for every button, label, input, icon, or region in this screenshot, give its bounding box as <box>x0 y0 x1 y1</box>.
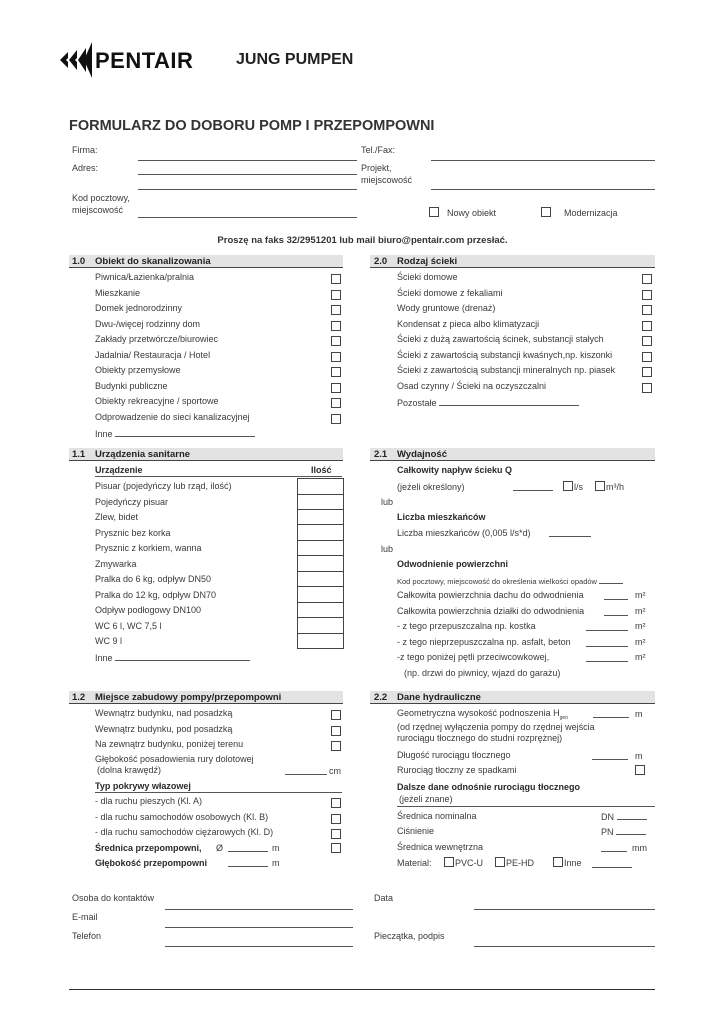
s11-item-label: WC 6 l, WC 7,5 l <box>95 620 162 631</box>
fax-note: Proszę na faks 32/2951201 lub mail biuro@pentair.com przesłać. <box>217 235 508 246</box>
s21-op-field[interactable] <box>586 653 628 662</box>
s12-ruch-label: - dla ruchu pieszych (Kl. A) <box>95 796 203 806</box>
modernizacja-checkbox[interactable] <box>541 207 551 217</box>
label-kod: Kod pocztowy, <box>72 193 130 203</box>
s21-lm-title: Liczba mieszkańców <box>397 512 486 522</box>
label-adres: Adres: <box>72 163 99 173</box>
s12-item-label: Wewnątrz budynku, pod posadzką <box>95 723 233 734</box>
telefon-field[interactable] <box>165 946 353 947</box>
s12-item-checkbox[interactable] <box>331 741 341 751</box>
s10-item-label: Jadalnia/ Restauracja / Hotel <box>95 349 211 360</box>
s21-op-field[interactable] <box>604 591 628 600</box>
s20-item-checkbox[interactable] <box>642 274 652 284</box>
s20-item-checkbox[interactable] <box>642 290 652 300</box>
s22-pe: PE-HD <box>506 858 535 868</box>
nowy-obiekt-checkbox[interactable] <box>429 207 439 217</box>
section-2-1-title: Wydajność <box>397 449 447 460</box>
adres-field-2[interactable] <box>138 189 357 190</box>
s21-op-kod-field[interactable] <box>599 575 623 584</box>
s22-dn-label: DN <box>601 812 614 822</box>
s22-wewn: Średnica wewnętrzna <box>397 842 484 852</box>
section-2-1-num: 2.1 <box>374 449 388 460</box>
section-2-0-title: Rodzaj ścieki <box>397 256 458 267</box>
s22-geo-m: m <box>635 709 643 719</box>
s11-item-label: Prysznic bez korka <box>95 527 171 538</box>
s21-q-sub: (jeżeli określony) <box>397 482 465 492</box>
s12-srednica-checkbox[interactable] <box>331 843 341 853</box>
s22-wewn-field[interactable] <box>601 843 627 852</box>
s21-lub-1: lub <box>381 497 394 507</box>
s20-item-label: Ścieki z zawartością substancji kwaśnych,np. kiszonki <box>397 349 613 360</box>
section-1-0-num: 1.0 <box>72 256 86 267</box>
page-title: FORMULARZ DO DOBORU POMP I PRZEPOMPOWNI <box>69 118 435 134</box>
s20-item-checkbox[interactable] <box>642 352 652 362</box>
section-1-0-title: Obiekt do skanalizowania <box>95 256 211 267</box>
s11-inne-field[interactable] <box>115 652 250 661</box>
s11-item-label: Pralka do 12 kg, odpływ DN70 <box>95 589 217 600</box>
s22-pn <box>601 826 646 837</box>
footer-osoba: Osoba do kontaktów <box>72 893 155 903</box>
label-nowy: Nowy obiekt <box>447 208 497 218</box>
s11-qty-field[interactable] <box>297 478 344 495</box>
section-2-2-title: Dane hydrauliczne <box>397 692 481 703</box>
s22-pn-field[interactable] <box>616 826 646 835</box>
s22-geo <box>397 708 568 721</box>
label-projekt-miejscowosc: miejscowość <box>361 175 413 185</box>
s10-item-checkbox[interactable] <box>331 367 341 377</box>
s11-item-label: WC 9 l <box>95 636 122 646</box>
s22-znane: (jeżeli znane) <box>399 794 453 804</box>
s21-op-kod <box>397 575 623 586</box>
s11-qty-field[interactable] <box>297 602 344 618</box>
s11-col-device: Urządzenie <box>95 465 143 475</box>
s21-op-m2: m² <box>635 605 646 616</box>
s21-op-title: Odwodnienie powierzchni <box>397 559 509 569</box>
label-miejscowosc: miejscowość <box>72 205 124 215</box>
s12-ruch-label: - dla ruchu samochodów osobowych (Kl. B) <box>95 811 269 822</box>
s21-op-m2: m² <box>635 590 646 600</box>
s21-op-label: - z tego nieprzepuszczalna np. asfalt, beton <box>397 636 571 647</box>
s10-item-label: Odprowadzenie do sieci kanalizacyjnej <box>95 411 250 422</box>
s22-inne: Inne <box>564 858 582 868</box>
s10-item-label: Obiekty rekreacyjne / sportowe <box>95 396 219 406</box>
footer-data: Data <box>374 893 394 903</box>
s12-item-checkbox[interactable] <box>331 710 341 720</box>
pvc-checkbox[interactable] <box>444 857 454 867</box>
s11-inne-label: Inne <box>95 653 113 663</box>
s20-pozostale-label: Pozostałe <box>397 398 437 408</box>
s22-dn-field[interactable] <box>617 811 647 820</box>
s11-qty-field[interactable] <box>297 509 344 525</box>
s21-note: (np. drzwi do piwnicy, wjazd do garażu) <box>404 668 561 678</box>
s20-item-label: Ścieki z dużą zawartością ścinek, substancji stałych <box>397 334 604 344</box>
s10-item-checkbox[interactable] <box>331 321 341 331</box>
s11-item-label: Zmywarka <box>95 558 137 569</box>
s11-qty-field[interactable] <box>297 540 344 556</box>
s11-inne <box>95 652 250 663</box>
firma-field[interactable] <box>138 160 357 161</box>
label-projekt: Projekt, <box>361 163 392 173</box>
section-1-1-title: Urządzenia sanitarne <box>95 449 191 460</box>
s22-nominalna: Średnica nominalna <box>397 811 477 821</box>
s10-inne <box>95 428 255 439</box>
s11-qty-field[interactable] <box>297 633 344 649</box>
s20-item-label: Ścieki domowe z fekaliami <box>397 287 503 298</box>
label-modern: Modernizacja <box>564 208 618 218</box>
s10-item-label: Obiekty przemysłowe <box>95 365 181 375</box>
s10-item-label: Mieszkanie <box>95 287 141 298</box>
s20-item-checkbox[interactable] <box>642 336 652 346</box>
s21-op-label: Całkowita powierzchnia działki do odwodnienia <box>397 605 585 616</box>
section-1-1-num: 1.1 <box>72 449 86 460</box>
s20-item-checkbox[interactable] <box>642 305 652 315</box>
brand-name: PENTAIR <box>95 48 194 73</box>
s22-material: Material: <box>397 858 432 868</box>
bottom-rule <box>69 989 655 990</box>
s12-srednica-field[interactable] <box>228 843 268 852</box>
s11-col-qty: Ilość <box>311 465 332 475</box>
section-2-0-num: 2.0 <box>374 256 388 267</box>
s22-spadki: Rurociąg tłoczny ze spadkami <box>397 765 517 775</box>
osoba-field[interactable] <box>165 909 353 910</box>
projekt-field[interactable] <box>431 189 655 190</box>
s10-item-checkbox[interactable] <box>331 290 341 300</box>
s11-qty-field[interactable] <box>297 571 344 587</box>
s12-ruch-checkbox[interactable] <box>331 814 341 824</box>
s20-item-label: Kondensat z pieca albo klimatyzacji <box>397 318 540 329</box>
data-field[interactable] <box>474 909 655 910</box>
s11-item-label: Pisuar (pojedyńczy lub rząd, ilość) <box>95 481 232 491</box>
email-field[interactable] <box>165 927 353 928</box>
s20-item-checkbox[interactable] <box>642 367 652 377</box>
s10-inne-label: Inne <box>95 429 113 439</box>
label-tel: Tel./Fax: <box>361 145 396 155</box>
s10-item-checkbox[interactable] <box>331 352 341 362</box>
s20-item-checkbox[interactable] <box>642 383 652 393</box>
s22-inne-field[interactable] <box>592 859 632 868</box>
brand-sub: JUNG PUMPEN <box>236 51 354 68</box>
s12-item-label: Na zewnątrz budynku, poniżej terenu <box>95 739 244 749</box>
s10-item-label: Zakłady przetwórcze/biurowiec <box>95 334 219 344</box>
s20-pozostale-field[interactable] <box>439 397 579 406</box>
s22-dn <box>601 811 647 822</box>
s22-geo-label: Geometryczna wysokość podnoszenia H <box>397 708 560 718</box>
s21-q-title: Całkowity napływ ścieku Q <box>397 465 513 475</box>
s20-item-label: Osad czynny / Ścieki na oczyszczalni <box>397 380 547 391</box>
s21-lm-field[interactable] <box>549 528 591 537</box>
s22-geo2: (od rzędnej wyłączenia pompy do rzędnej wejścia <box>397 722 595 732</box>
section-1-2-title: Miejsce zabudowy pompy/przepompowni <box>95 692 282 703</box>
s22-geo-field[interactable] <box>593 709 629 718</box>
s21-ls: l/s <box>574 482 583 492</box>
s21-op-m2: m² <box>635 652 646 662</box>
s21-op-label: -z tego poniżej pętli przeciwcowkowej, <box>397 652 550 662</box>
s12-item-label: Wewnątrz budynku, nad posadzką <box>95 708 233 718</box>
section-2-2-num: 2.2 <box>374 692 388 703</box>
s12-cm: cm <box>329 766 341 776</box>
s11-item-label: Pojedyńczy pisuar <box>95 496 169 507</box>
s22-dlugosc-field[interactable] <box>592 751 628 760</box>
s20-item-checkbox[interactable] <box>642 321 652 331</box>
s11-qty-field[interactable] <box>297 556 344 572</box>
s21-op-m2: m² <box>635 636 646 647</box>
s22-mm: mm <box>632 843 647 853</box>
s10-item-label: Domek jednorodzinny <box>95 303 183 313</box>
s11-qty-field[interactable] <box>297 494 344 510</box>
s10-item-checkbox[interactable] <box>331 274 341 284</box>
m3h-checkbox[interactable] <box>595 481 605 491</box>
s10-item-checkbox[interactable] <box>331 383 341 393</box>
s12-ruch-checkbox[interactable] <box>331 798 341 808</box>
s22-pn-label: PN <box>601 827 614 837</box>
s12-ruch-label: - dla ruchu samochodów ciężarowych (Kl. D) <box>95 827 274 837</box>
s10-item-checkbox[interactable] <box>331 336 341 346</box>
s11-header-line <box>95 476 342 477</box>
s12-glebprzep-field[interactable] <box>228 858 268 867</box>
s21-lub-2: lub <box>381 544 394 554</box>
s11-item-label: Odpływ podłogowy DN100 <box>95 605 202 615</box>
s12-glebprzep: Głębokość przepompowni <box>95 858 208 868</box>
s12-ruch-checkbox[interactable] <box>331 829 341 839</box>
s22-dlugosc-m: m <box>635 751 643 761</box>
s22-dalsze: Dalsze dane odnośnie rurociągu tłocznego <box>397 782 581 792</box>
s11-item-label: Zlew, bidet <box>95 512 139 522</box>
s21-lm-sub: Liczba mieszkańców (0,005 l/s*d) <box>397 528 531 538</box>
s22-spadki-checkbox[interactable] <box>635 765 645 775</box>
footer-telefon: Telefon <box>72 931 102 941</box>
s21-op-field[interactable] <box>586 638 628 647</box>
s12-srednica: Średnica przepompowni, <box>95 843 202 853</box>
s10-item-label: Dwu-/więcej rodzinny dom <box>95 318 201 329</box>
s10-item-checkbox[interactable] <box>331 414 341 424</box>
s21-op-kod-label: Kod pocztowy, miejscowość do określenia wielkości opadów <box>397 577 597 586</box>
s11-qty-field[interactable] <box>297 618 344 634</box>
s12-fi: Ø <box>216 843 224 853</box>
s20-item-label: Ścieki z zawartością substancji mineralnych np. piasek <box>397 365 616 375</box>
s22-pvc: PVC-U <box>455 858 484 868</box>
s21-op-m2: m² <box>635 621 646 631</box>
s21-op-label: - z tego przepuszczalna np. kostka <box>397 621 536 631</box>
section-1-2-num: 1.2 <box>72 692 86 703</box>
s12-glebokosc: Głębokość posadowienia rury dolotowej <box>95 754 254 764</box>
s22-dalsze-line <box>397 806 655 807</box>
adres-field[interactable] <box>138 174 357 175</box>
s11-qty-field[interactable] <box>297 587 344 603</box>
s10-item-checkbox[interactable] <box>331 305 341 315</box>
s22-dlugosc: Długość rurociągu tłocznego <box>397 750 511 760</box>
pe-checkbox[interactable] <box>495 857 505 867</box>
kod-field[interactable] <box>138 217 357 218</box>
s10-item-label: Budynki publiczne <box>95 380 168 391</box>
s10-inne-field[interactable] <box>115 428 255 437</box>
s12-m2: m <box>272 858 280 868</box>
s10-item-label: Piwnica/Łazienka/pralnia <box>95 272 195 282</box>
label-firma: Firma: <box>72 145 98 155</box>
s12-glebokosc-field[interactable] <box>285 766 327 775</box>
s22-geo3: rurociągu tłocznego do studni rozprężnej) <box>397 733 563 743</box>
s21-op-label: Całkowita powierzchnia dachu do odwodnienia <box>397 590 584 600</box>
s12-item-checkbox[interactable] <box>331 726 341 736</box>
s20-pozostale <box>397 397 579 408</box>
pentair-logo-icon <box>60 42 92 78</box>
s12-typ-line <box>95 792 342 793</box>
s21-q-field[interactable] <box>513 482 553 491</box>
tel-field[interactable] <box>431 160 655 161</box>
ls-checkbox[interactable] <box>563 481 573 491</box>
s10-item-checkbox[interactable] <box>331 398 341 408</box>
footer-pieczatka: Pieczątka, podpis <box>374 931 445 941</box>
s12-m1: m <box>272 843 280 853</box>
inne-material-checkbox[interactable] <box>553 857 563 867</box>
footer-email: E-mail <box>72 912 98 922</box>
pieczatka-field[interactable] <box>474 946 655 947</box>
s21-m3h: m³/h <box>606 482 624 492</box>
s11-item-label: Prysznic z korkiem, wanna <box>95 543 202 553</box>
s20-item-label: Wody gruntowe (drenaż) <box>397 303 496 313</box>
s21-op-field[interactable] <box>604 607 628 616</box>
s22-cisnienie: Ciśnienie <box>397 826 435 836</box>
s12-glebokosc-2: (dolna krawędź) <box>97 765 162 775</box>
s11-item-label: Pralka do 6 kg, odpływ DN50 <box>95 574 212 584</box>
s12-typ: Typ pokrywy włazowej <box>95 781 191 791</box>
s20-item-label: Ścieki domowe <box>397 272 458 282</box>
s21-op-field[interactable] <box>586 622 628 631</box>
s22-geo-sub: geo <box>559 714 568 721</box>
s11-qty-field[interactable] <box>297 525 344 541</box>
